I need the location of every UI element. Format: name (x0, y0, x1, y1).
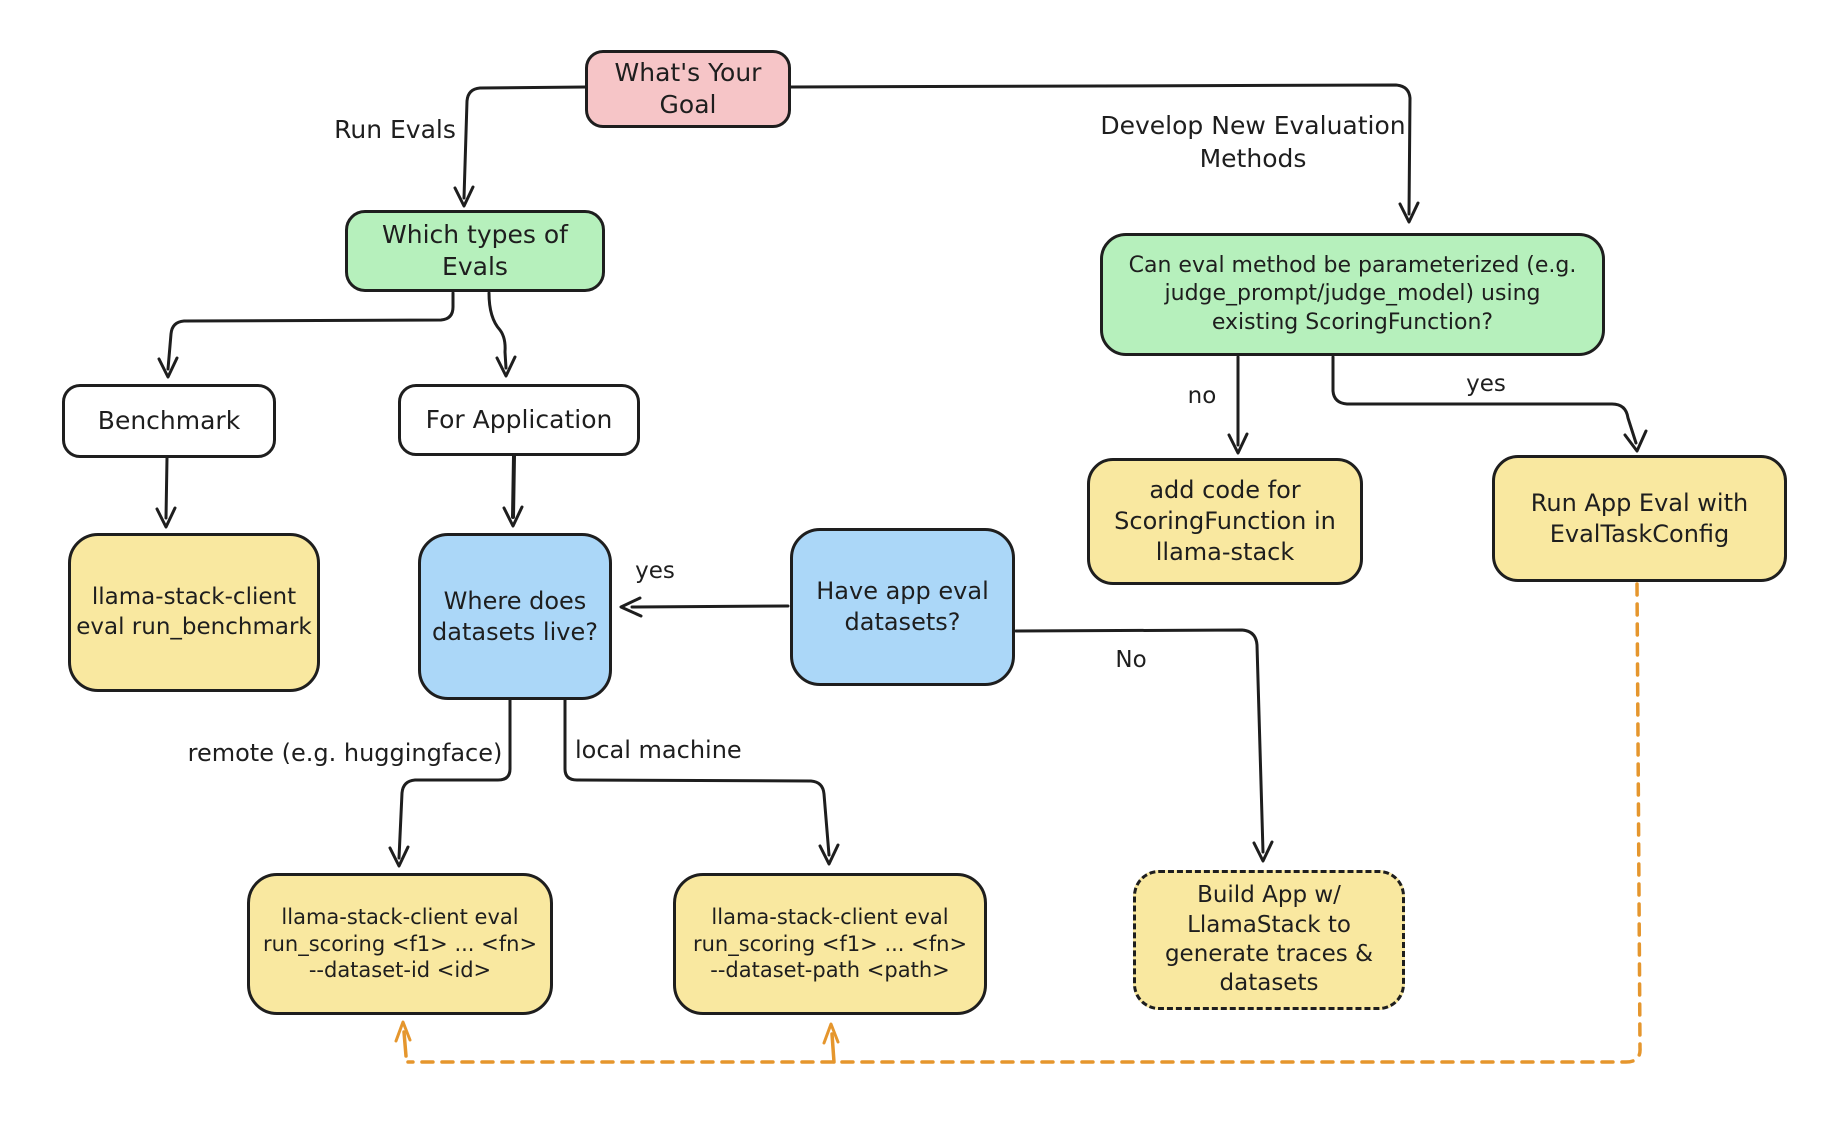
node-text: run_scoring <f1> ... <fn> (262, 931, 538, 956)
node-text: datasets? (844, 608, 961, 636)
node-text: Goal (659, 90, 717, 119)
node-text: datasets (1219, 970, 1319, 997)
arrowhead-benchmark (159, 358, 177, 377)
node-text: datasets live? (432, 617, 598, 646)
node-text: Which types of (382, 220, 568, 249)
node-run-scoring-dataset-path (673, 873, 987, 1015)
node-have-app-eval-datasets (790, 528, 1015, 686)
arrowhead-param (1400, 203, 1418, 222)
arrowhead-runappeval (1625, 431, 1646, 451)
node-text: For Application (425, 405, 613, 434)
node-run-scoring-dataset-id (247, 873, 553, 1015)
node-which-types-of-evals (345, 210, 605, 292)
arrowhead-buildapp (1254, 842, 1272, 861)
node-text: --dataset-id <id> (308, 958, 492, 983)
edge-label-run-evals: Run Evals (334, 115, 456, 144)
node-for-application (398, 384, 640, 456)
node-text: ScoringFunction in (1114, 507, 1336, 536)
node-text: Build App w/ (1197, 882, 1341, 909)
edge-label-local-machine: local machine (575, 736, 742, 764)
edge-feedback-stub-mid (832, 1034, 834, 1062)
arrowhead-forapp (497, 357, 515, 376)
edge-where-to-remote (399, 700, 510, 858)
edge-label-no-param: no (1187, 383, 1217, 409)
node-text: What's Your (614, 58, 762, 87)
edge-label-no-have-datasets: No (1115, 647, 1147, 673)
node-text: Have app eval (816, 577, 989, 606)
node-add-code-scoringfunction (1087, 458, 1363, 585)
node-whats-your-goal (585, 50, 791, 128)
node-text: --dataset-path <path> (710, 958, 950, 983)
node-can-eval-method-be-parameterized (1100, 233, 1605, 356)
edge-where-to-local (565, 700, 829, 855)
node-text: llama-stack (1155, 537, 1295, 566)
edge-which-to-forapp (489, 293, 506, 368)
node-text: Evals (442, 252, 508, 281)
arrowhead-feedback-mid (824, 1024, 838, 1043)
node-text: eval run_benchmark (76, 613, 312, 640)
node-text: llama-stack-client (91, 584, 297, 611)
edge-label-yes-param: yes (1466, 371, 1506, 397)
node-text: run_scoring <f1> ... <fn> (692, 931, 968, 956)
node-text: existing ScoringFunction? (1211, 309, 1494, 335)
node-text: Benchmark (97, 406, 241, 435)
node-text: generate traces & (1164, 941, 1374, 967)
node-where-does-datasets-live (418, 533, 612, 700)
arrowhead-feedback-left (396, 1022, 410, 1041)
node-build-app-llamastack (1133, 870, 1405, 1010)
arrowhead-remote (390, 847, 408, 866)
edge-goal-to-which-types (464, 87, 586, 198)
node-text: llama-stack-client eval (281, 904, 519, 929)
arrowhead-where (504, 507, 522, 526)
arrowhead-have-yes (621, 598, 641, 616)
node-text: Where does (443, 586, 587, 615)
arrowhead-addcode (1229, 434, 1247, 453)
arrowhead-local (820, 845, 838, 864)
edge-benchmark-to-runbenchmark (166, 458, 167, 518)
edge-feedback-stub-left (404, 1032, 406, 1056)
node-run-benchmark-command (68, 533, 320, 692)
arrowhead-which-types (455, 187, 473, 206)
edge-label-yes-have-datasets: yes (635, 558, 675, 584)
node-text: llama-stack-client eval (711, 904, 949, 929)
node-text: EvalTaskConfig (1549, 519, 1730, 548)
edge-which-to-benchmark (168, 293, 453, 369)
node-text: Can eval method be parameterized (e.g. (1128, 253, 1577, 279)
node-benchmark (62, 384, 276, 458)
node-text: LlamaStack to (1187, 911, 1351, 938)
edge-label-remote-huggingface: remote (e.g. huggingface) (187, 739, 503, 767)
node-text: add code for (1149, 476, 1301, 505)
node-text: Run App Eval with (1530, 488, 1749, 517)
arrowhead-runbenchmark (157, 508, 175, 527)
edge-have-to-where (632, 606, 788, 607)
node-text: judge_prompt/judge_model) using (1164, 281, 1541, 307)
node-run-app-eval-evaltaskconfig (1492, 455, 1787, 582)
edge-forapp-to-where (513, 456, 514, 517)
edge-label-develop-new-evaluation-methods: Develop New Evaluation Methods (1100, 111, 1406, 173)
